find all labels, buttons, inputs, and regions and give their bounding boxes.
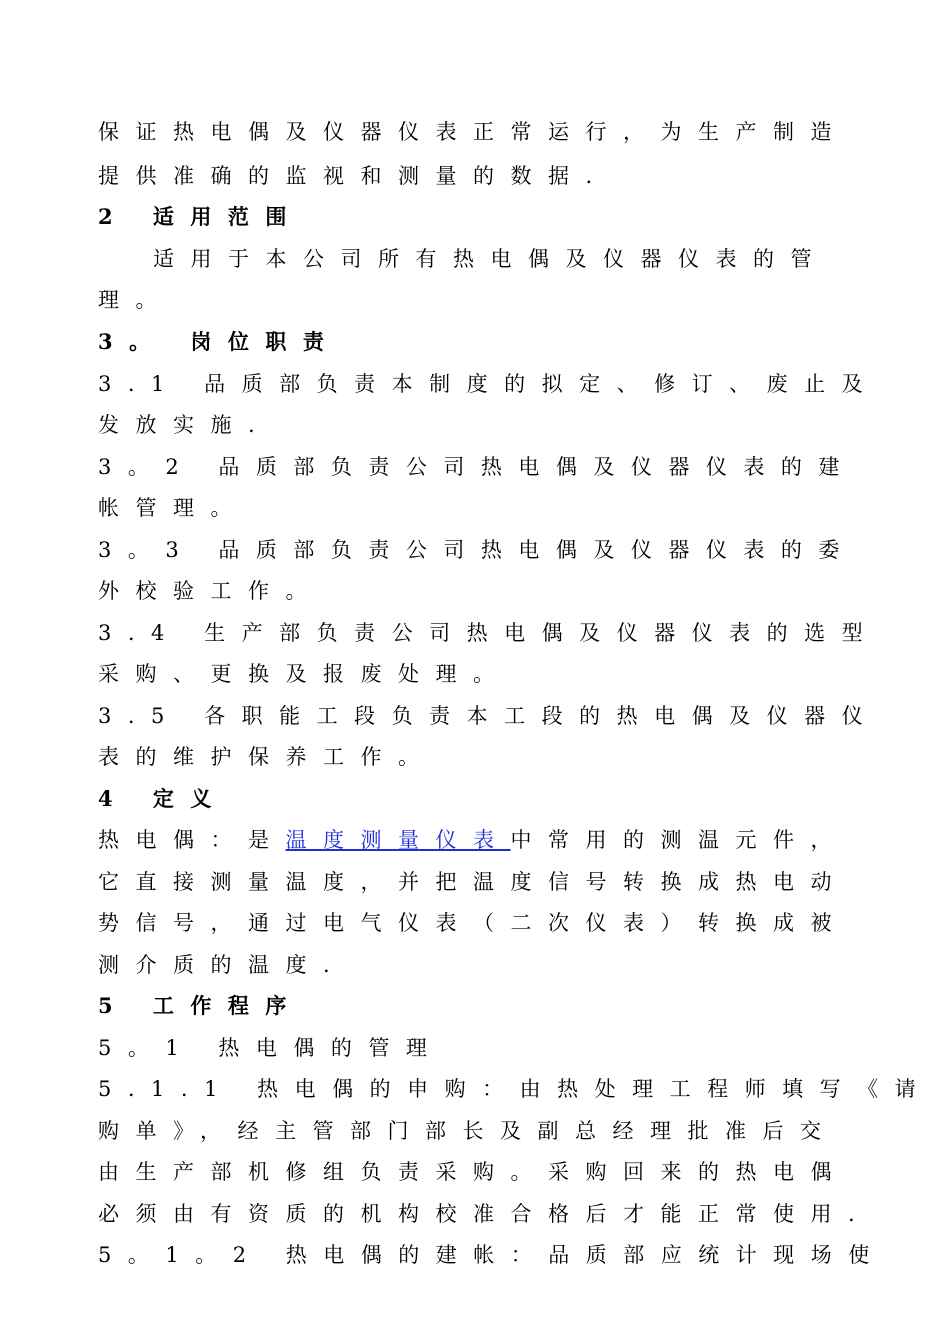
definition-rest-text: 中常用的测温元件，: [510, 828, 848, 852]
paragraph-line: 3.1 品质部负责本制度的拟定、修订、废止及: [98, 372, 880, 396]
section-heading-responsibilities: 3。 岗位职责: [98, 329, 341, 354]
paragraph-line: 保证热电偶及仪器仪表正常运行，为生产制造: [98, 120, 848, 144]
paragraph-line: 势信号，通过电气仪表（二次仪表）转换成被: [98, 911, 848, 935]
paragraph-line: 帐管理。: [98, 496, 248, 520]
paragraph-line: 外校验工作。: [98, 579, 323, 603]
section-heading-scope: 2 适用范围: [98, 204, 303, 229]
section-heading-procedure: 5 工作程序: [98, 993, 303, 1018]
definition-term-text: 热电偶：是: [98, 828, 286, 852]
paragraph-line: 采购、更换及报废处理。: [98, 662, 511, 686]
paragraph-line: 由生产部机修组负责采购。采购回来的热电偶: [98, 1160, 848, 1184]
temperature-instrument-link[interactable]: 温度测量仪表: [285, 828, 511, 852]
paragraph-line: 测介质的温度.: [98, 953, 347, 977]
paragraph-line: 3.4 生产部负责公司热电偶及仪器仪表的选型: [98, 621, 880, 645]
paragraph-line: 3.5 各职能工段负责本工段的热电偶及仪器仪: [98, 704, 880, 728]
paragraph-line: 5.1.1 热电偶的申购：由热处理工程师填写《请: [98, 1077, 933, 1101]
subsection-heading: 5。1 热电偶的管理: [98, 1036, 444, 1060]
paragraph-line: 3。3 品质部负责公司热电偶及仪器仪表的委: [98, 538, 856, 562]
paragraph-line: 提供准确的监视和测量的数据.: [98, 164, 609, 188]
paragraph-line: 它直接测量温度，并把温度信号转换成热电动: [98, 870, 848, 894]
paragraph-line: 5。1。2 热电偶的建帐：品质部应统计现场使: [98, 1243, 886, 1267]
paragraph-line: 购单》，经主管部门部长及副总经理批准后交: [98, 1119, 838, 1143]
section-heading-definition: 4 定义: [98, 786, 228, 811]
paragraph-line: 3。2 品质部负责公司热电偶及仪器仪表的建: [98, 455, 856, 479]
paragraph-line: 必须由有资质的机构校准合格后才能正常使用.: [98, 1202, 872, 1226]
paragraph-line-with-link: [98, 823, 848, 857]
paragraph-line: 理。: [98, 288, 173, 312]
paragraph-line: 发放实施.: [98, 413, 272, 437]
paragraph-line: 适用于本公司所有热电偶及仪器仪表的管: [153, 247, 828, 271]
paragraph-line: 表的维护保养工作。: [98, 745, 436, 769]
